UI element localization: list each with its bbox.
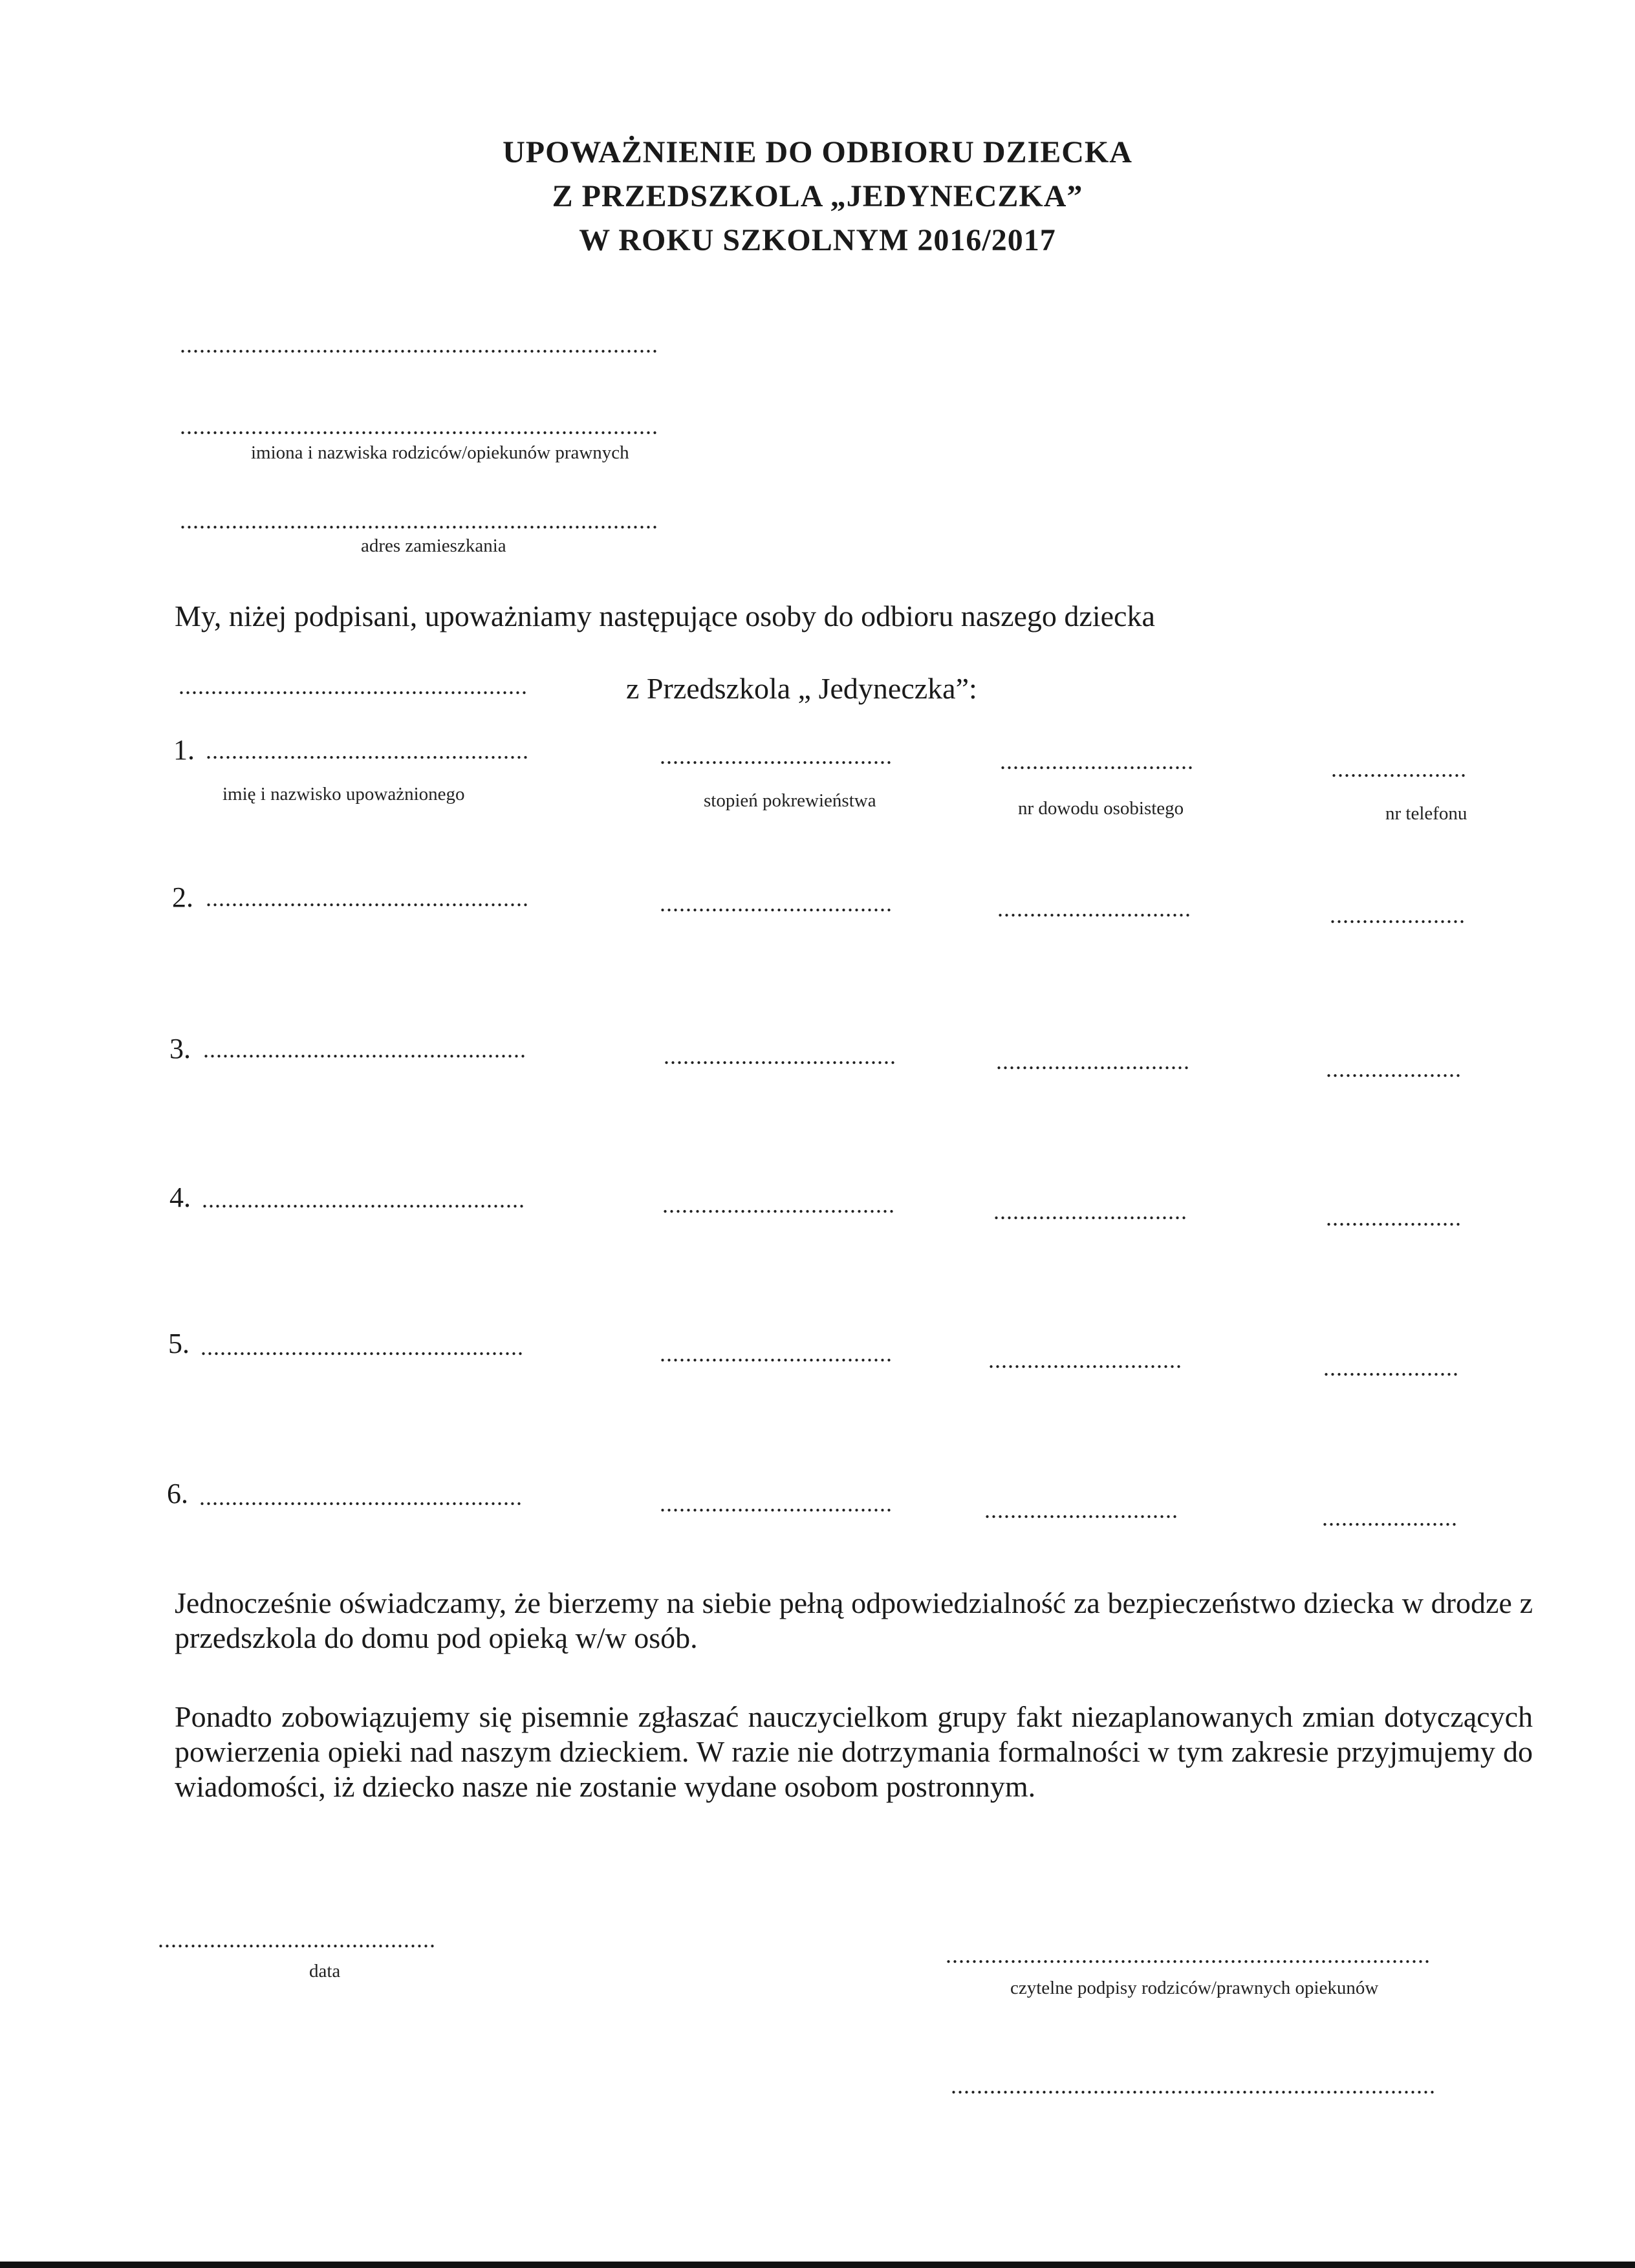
title-line-1: UPOWAŻNIENIE DO ODBIORU DZIECKA — [503, 135, 1132, 169]
date-field[interactable]: ........................................... — [158, 1927, 436, 1952]
person-row-6-id-field[interactable]: .............................. — [984, 1497, 1178, 1523]
title-line-3: W ROKU SZKOLNYM 2016/2017 — [579, 223, 1056, 257]
person-row-4-relation-field[interactable]: .................................... — [662, 1192, 895, 1218]
caption-name: imię i nazwisko upoważnionego — [222, 784, 465, 805]
person-row-1-id-field[interactable]: .............................. — [1000, 748, 1194, 774]
parent-names-field-2[interactable]: .......................................................................... — [180, 413, 658, 439]
person-row-5-phone-field[interactable]: ..................... — [1323, 1355, 1459, 1381]
date-caption: data — [309, 1961, 341, 1982]
person-row-4-id-field[interactable]: .............................. — [993, 1198, 1187, 1224]
person-row-2-name-field[interactable]: .................................................. — [206, 885, 529, 911]
person-row-5-id-field[interactable]: .............................. — [988, 1347, 1182, 1373]
person-row-3-relation-field[interactable]: .................................... — [664, 1043, 896, 1069]
person-row-6-number: 6. — [167, 1478, 188, 1509]
title-line-2: Z PRZEDSZKOLA „JEDYNECZKA” — [552, 179, 1083, 213]
person-row-3-phone-field[interactable]: ..................... — [1326, 1056, 1462, 1082]
child-name-field[interactable]: ...................................................... — [179, 673, 528, 699]
parent-names-field-1[interactable]: .......................................................................... — [180, 332, 658, 358]
person-row-5-relation-field[interactable]: .................................... — [660, 1341, 893, 1366]
signature-field-1[interactable]: ........................................................................... — [946, 1942, 1431, 1968]
person-row-6-relation-field[interactable]: .................................... — [660, 1491, 893, 1517]
person-row-2-number: 2. — [172, 881, 193, 913]
person-row-4-phone-field[interactable]: ..................... — [1326, 1205, 1462, 1231]
person-row-2-phone-field[interactable]: ..................... — [1330, 902, 1466, 928]
person-row-4-name-field[interactable]: .................................................. — [202, 1187, 525, 1213]
person-row-5-name-field[interactable]: .................................................. — [200, 1334, 524, 1360]
person-row-1-number: 1. — [173, 734, 195, 766]
statement-line-1: My, niżej podpisani, upoważniamy następujące osoby do odbioru naszego dziecka — [175, 599, 1155, 632]
person-row-1-phone-field[interactable]: ..................... — [1331, 756, 1467, 782]
person-row-5-number: 5. — [168, 1328, 189, 1359]
person-row-1-relation-field[interactable]: .................................... — [660, 743, 893, 769]
address-caption: adres zamieszkania — [361, 535, 506, 556]
person-row-4-number: 4. — [169, 1182, 191, 1213]
scan-edge-line — [0, 2262, 1635, 2268]
person-row-6-phone-field[interactable]: ..................... — [1322, 1505, 1458, 1531]
declaration-paragraph-2: Ponadto zobowiązujemy się pisemnie zgłaszać nauczycielkom grupy fakt niezaplanowanych zmian dotyczących powierzenia opieki nad naszym dzieckiem. W razie nie dotrzymania formalności w tym zakresie przyjmujemy do wiadomości, iż dziecko nasze nie zostanie wydane osobom postronnym. — [175, 1700, 1533, 1803]
caption-relation: stopień pokrewieństwa — [704, 790, 876, 811]
parent-names-caption: imiona i nazwiska rodziców/opiekunów prawnych — [251, 442, 629, 463]
declaration-paragraph-1: Jednocześnie oświadczamy, że bierzemy na siebie pełną odpowiedzialność za bezpieczeństwo dziecka w drodze z przedszkola do domu pod opieką w/w osób. — [175, 1586, 1533, 1654]
person-row-3-id-field[interactable]: .............................. — [996, 1048, 1190, 1074]
signature-field-2[interactable]: ........................................................................... — [951, 2073, 1436, 2099]
person-row-3-number: 3. — [169, 1033, 191, 1064]
statement-line-2: z Przedszkola „ Jedyneczka”: — [626, 672, 977, 705]
person-row-3-name-field[interactable]: .................................................. — [203, 1037, 526, 1063]
address-field[interactable]: .......................................................................... — [180, 508, 658, 534]
person-row-2-relation-field[interactable]: .................................... — [660, 891, 893, 916]
caption-id: nr dowodu osobistego — [1018, 798, 1184, 819]
person-row-6-name-field[interactable]: .................................................. — [199, 1484, 523, 1510]
person-row-1-name-field[interactable]: .................................................. — [206, 738, 529, 764]
signature-caption: czytelne podpisy rodziców/prawnych opiekunów — [1010, 1978, 1379, 1998]
person-row-2-id-field[interactable]: .............................. — [997, 896, 1191, 922]
caption-phone: nr telefonu — [1385, 803, 1467, 824]
